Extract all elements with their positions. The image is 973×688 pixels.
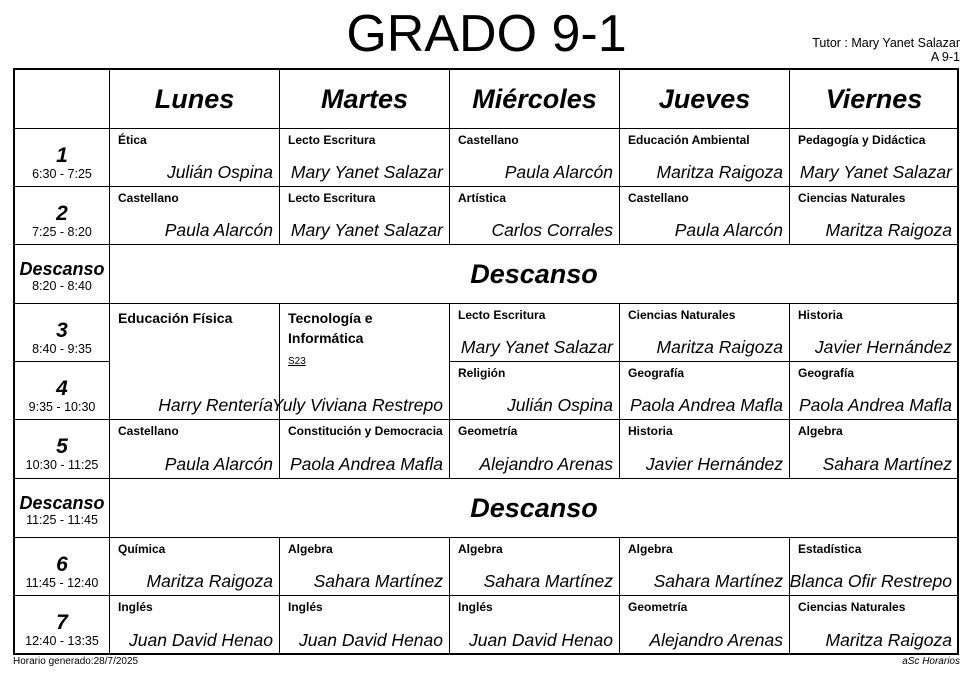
subject-name: Inglés (118, 600, 153, 614)
lesson-cell (110, 187, 280, 245)
lesson-cell (790, 187, 959, 245)
period-time: 6:30 - 7:25 (32, 167, 92, 181)
period-number: 3 (56, 319, 68, 342)
period-label (15, 362, 110, 420)
subject-name: Estadística (798, 542, 862, 556)
period-time: 11:45 - 12:40 (25, 576, 99, 590)
lesson-cell (110, 596, 280, 655)
day-header-1: Martes (280, 70, 450, 129)
subject-name: Inglés (288, 600, 323, 614)
teacher-name: Maritza Raigoza (825, 630, 952, 650)
period-number: 2 (56, 202, 68, 225)
subject-name: Geografía (628, 366, 685, 380)
teacher-name: Mary Yanet Salazar (460, 337, 613, 357)
teacher-name: Alejandro Arenas (649, 630, 783, 650)
teacher-name: Mary Yanet Salazar (799, 162, 952, 182)
period-time: 11:25 - 11:45 (26, 513, 98, 527)
lesson-cell (620, 304, 790, 362)
lesson-cell (790, 129, 959, 187)
day-header-3: Jueves (620, 70, 790, 129)
subject-name: Lecto Escritura (288, 133, 376, 147)
subject-name: Religión (458, 366, 506, 380)
lesson-cell (271, 304, 450, 420)
period-number: 1 (56, 144, 68, 167)
subject-name: Geografía (798, 366, 855, 380)
subject-name: Ciencias Naturales (628, 308, 736, 322)
subject-name: Lecto Escritura (458, 308, 546, 322)
generated-date: Horario generado:28/7/2025 (13, 656, 139, 667)
teacher-name: Paula Alarcón (504, 162, 613, 182)
software-credit: aSc Horarios (902, 656, 960, 667)
teacher-name: Sahara Martínez (822, 454, 952, 474)
subject-name: Geometría (458, 424, 518, 438)
lesson-cell (110, 129, 280, 187)
teacher-name: Sahara Martínez (653, 571, 783, 591)
teacher-name: Alejandro Arenas (479, 454, 613, 474)
lesson-cell (790, 304, 959, 362)
lesson-cell (620, 538, 790, 596)
period-label (15, 304, 110, 362)
period-time: 7:25 - 8:20 (32, 225, 92, 239)
period-time: 8:40 - 9:35 (32, 342, 92, 356)
lesson-cell (790, 538, 959, 596)
subject-name: Educación Física (118, 310, 233, 326)
subject-name: Lecto Escritura (288, 191, 376, 205)
lesson-cell (790, 420, 959, 479)
teacher-name: Mary Yanet Salazar (290, 162, 443, 182)
teacher-name: Juan David Henao (299, 630, 443, 650)
teacher-name: Julián Ospina (506, 395, 613, 415)
teacher-name: Paola Andrea Mafla (798, 395, 952, 415)
subject-name: Algebra (288, 542, 333, 556)
teacher-name: Maritza Raigoza (656, 162, 783, 182)
teacher-name: Sahara Martínez (483, 571, 613, 591)
lesson-cell (790, 596, 959, 655)
teacher-name: Harry Rentería (158, 395, 273, 415)
subject-name: Química (118, 542, 166, 556)
subject-name: Algebra (628, 542, 673, 556)
lesson-cell (450, 538, 620, 596)
day-header-2: Miércoles (450, 70, 620, 129)
lesson-cell (620, 420, 790, 479)
subject-name: Constitución y Democracia (288, 424, 443, 438)
teacher-name: Juan David Henao (129, 630, 273, 650)
subject-name: Historia (798, 308, 843, 322)
period-number: 5 (56, 435, 68, 458)
period-number: 6 (56, 553, 68, 576)
lesson-cell (620, 187, 790, 245)
lesson-cell (280, 596, 450, 655)
room-code: S23 (288, 356, 306, 367)
period-label (15, 187, 110, 245)
teacher-name: Paula Alarcón (164, 220, 273, 240)
period-time: 9:35 - 10:30 (28, 400, 96, 414)
teacher-name: Juan David Henao (469, 630, 613, 650)
lesson-cell (790, 362, 959, 420)
break-row: Descanso (110, 245, 959, 304)
period-number: 7 (56, 611, 68, 634)
subject-name: Ética (118, 133, 147, 147)
period-label (15, 129, 110, 187)
day-header-4: Viernes (790, 70, 959, 129)
lesson-cell (110, 304, 280, 420)
subject-name: Castellano (628, 191, 689, 205)
lesson-cell (620, 129, 790, 187)
subject-name: Castellano (458, 133, 519, 147)
teacher-name: Blanca Ofir Restrepo (789, 571, 952, 591)
lesson-cell (450, 596, 620, 655)
room-label: A 9-1 (930, 50, 960, 64)
subject-name: Ciencias Naturales (798, 191, 906, 205)
teacher-name: Javier Hernández (814, 337, 952, 357)
grid-corner (15, 70, 110, 129)
teacher-name: Maritza Raigoza (825, 220, 952, 240)
period-time: 10:30 - 11:25 (25, 458, 99, 472)
lesson-cell (450, 304, 620, 362)
subject-name: Geometría (628, 600, 688, 614)
period-time: 8:20 - 8:40 (32, 279, 92, 293)
teacher-name: Paula Alarcón (674, 220, 783, 240)
timetable-grid (13, 68, 959, 655)
teacher-name: Paola Andrea Mafla (289, 454, 443, 474)
lesson-cell (450, 420, 620, 479)
tutor-info (812, 36, 960, 64)
period-label (15, 245, 110, 304)
teacher-name: Javier Hernández (645, 454, 783, 474)
subject-name: Pedagogía y Didáctica (798, 133, 926, 147)
subject-name: Inglés (458, 600, 493, 614)
lesson-cell (110, 420, 280, 479)
lesson-cell (620, 362, 790, 420)
period-label (15, 479, 110, 538)
lesson-cell (450, 129, 620, 187)
lesson-cell (280, 420, 450, 479)
subject-name: Educación Ambiental (628, 133, 750, 147)
lesson-cell (280, 129, 450, 187)
teacher-name: Paula Alarcón (164, 454, 273, 474)
subject-name: Algebra (458, 542, 503, 556)
teacher-name: Yuly Viviana Restrepo (271, 395, 443, 415)
subject-name: Tecnología e Informática (288, 310, 373, 346)
teacher-name: Julián Ospina (166, 162, 273, 182)
period-label (15, 538, 110, 596)
subject-name: Artística (458, 191, 507, 205)
lesson-cell (280, 538, 450, 596)
tutor-name: Tutor : Mary Yanet Salazar (812, 36, 960, 50)
subject-name: Castellano (118, 424, 179, 438)
period-number: 4 (56, 377, 68, 400)
teacher-name: Sahara Martínez (313, 571, 443, 591)
period-label (15, 420, 110, 479)
subject-name: Algebra (798, 424, 843, 438)
teacher-name: Maritza Raigoza (146, 571, 273, 591)
lesson-cell (450, 187, 620, 245)
lesson-cell (620, 596, 790, 655)
period-time: 12:40 - 13:35 (25, 634, 99, 648)
lesson-cell (280, 187, 450, 245)
subject-name: Castellano (118, 191, 179, 205)
subject-name: Ciencias Naturales (798, 600, 906, 614)
day-header-0: Lunes (110, 70, 280, 129)
period-label (15, 596, 110, 655)
teacher-name: Maritza Raigoza (656, 337, 783, 357)
break-row: Descanso (110, 479, 959, 538)
teacher-name: Mary Yanet Salazar (290, 220, 443, 240)
lesson-cell (110, 538, 280, 596)
lesson-cell (450, 362, 620, 420)
subject-name: Historia (628, 424, 673, 438)
teacher-name: Carlos Corrales (491, 220, 613, 240)
teacher-name: Paola Andrea Mafla (629, 395, 783, 415)
period-number: Descanso (19, 493, 105, 513)
period-number: Descanso (19, 259, 105, 279)
page-title: GRADO 9-1 (346, 5, 627, 63)
